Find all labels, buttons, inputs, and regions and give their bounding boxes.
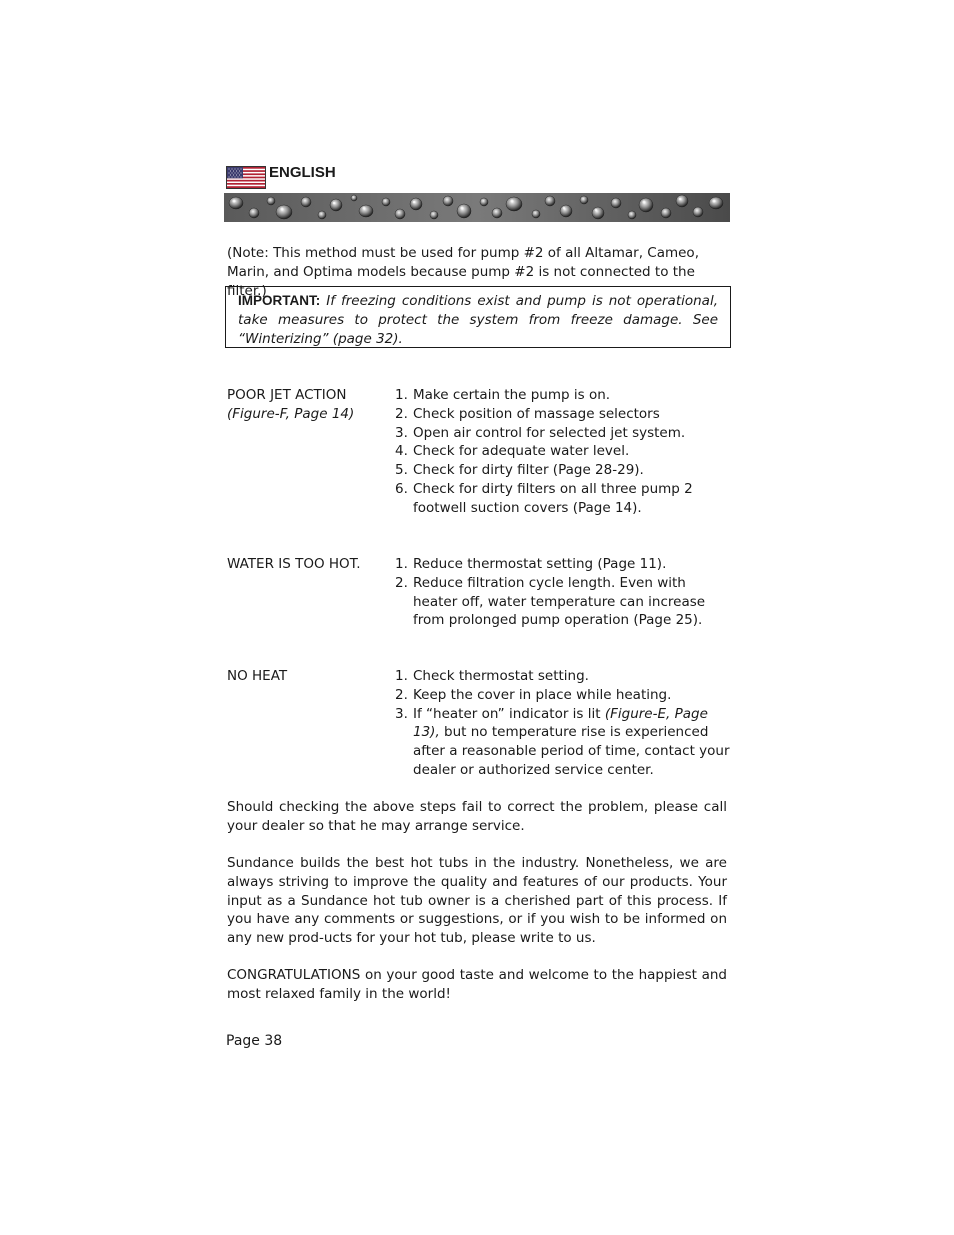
important-box: [225, 286, 731, 348]
step-number: 2.: [395, 574, 408, 591]
step-text: Check thermostat setting.: [413, 668, 589, 684]
step-text: Reduce filtration cycle length. Even with heater off, water temperature can increase from prolonged pump operation (Page 25).: [413, 574, 706, 629]
steps-too-hot: [395, 555, 730, 630]
step-number: 1.: [395, 387, 408, 403]
step-item: [395, 686, 730, 705]
step-number: 1.: [395, 556, 408, 572]
language-label: ENGLISH: [269, 164, 336, 181]
steps-no-heat: [395, 667, 730, 780]
step-item: [395, 461, 730, 480]
troubleshoot-title-too-hot: [227, 555, 361, 574]
important-text: [238, 292, 718, 348]
figure-reference: (Figure-E, Page 13),: [413, 705, 708, 741]
issue-title: POOR JET ACTION: [227, 387, 347, 403]
step-item: [395, 480, 730, 518]
issue-reference: (Figure-F, Page 14): [227, 405, 355, 422]
step-text: Make certain the pump is on.: [413, 387, 611, 403]
step-item: [395, 405, 730, 424]
step-item: [395, 555, 730, 574]
step-text: Reduce thermostat setting (Page 11).: [413, 556, 667, 572]
important-message: If freezing conditions exist and pump is not operational, take measures to protect the system from freeze damage. See “Winterizing” (page 32).: [238, 293, 718, 347]
important-label: IMPORTANT:: [238, 293, 321, 308]
step-text: If “heater on” indicator is lit: [413, 705, 605, 722]
issue-title: NO HEAT: [227, 668, 288, 684]
step-text: Check for dirty filters on all three pump 2 footwell suction covers (Page 14).: [413, 480, 693, 516]
step-text: Keep the cover in place while heating.: [413, 686, 672, 703]
step-item: [395, 442, 730, 461]
step-item: [395, 574, 730, 630]
step-number: 3.: [395, 705, 408, 722]
troubleshoot-title-poor-jet: [227, 386, 354, 424]
step-item: [395, 424, 730, 443]
step-number: 2.: [395, 686, 408, 703]
step-number: 5.: [395, 462, 408, 479]
step-number: 4.: [395, 443, 408, 460]
step-number: 6.: [395, 480, 408, 497]
step-text: Check for dirty filter (Page 28-29).: [413, 462, 644, 479]
step-number: 1.: [395, 668, 408, 684]
step-text-continued: but no temperature rise is experienced after a reasonable period of time, contact your dealer or authorized service center.: [413, 724, 730, 778]
step-number: 2.: [395, 405, 408, 422]
step-item: [395, 667, 730, 686]
troubleshoot-title-no-heat: [227, 667, 287, 686]
steps-poor-jet: [395, 386, 730, 518]
step-item: [395, 705, 730, 780]
step-text: Check position of massage selectors: [413, 405, 660, 422]
step-text: Check for adequate water level.: [413, 443, 630, 460]
closing-paragraph-service: Should checking the above steps fail to correct the problem, please call your dealer so that he may arrange service.: [227, 799, 727, 834]
step-item: [395, 386, 730, 405]
closing-paragraph-feedback: Sundance builds the best hot tubs in the industry. Nonetheless, we are always striving to improve the quality and features of our products. Your input as a Sundance hot tub owner is a cherished part of this process. If you have any comments or suggestions, or if you wish to be informed on any new prod-ucts for your hot tub, please write to us.: [227, 855, 727, 947]
step-text: Open air control for selected jet system.: [413, 424, 686, 441]
step-number: 3.: [395, 424, 408, 441]
water-droplets-banner: [224, 193, 730, 222]
pump-note: (Note: This method must be used for pump #2 of all Altamar, Cameo, Marin, and Optima models because pump #2 is not connected to the filter.): [227, 245, 699, 299]
us-flag-icon: [226, 166, 266, 189]
page-number: Page 38: [226, 1033, 283, 1049]
closing-paragraph-congratulations: CONGRATULATIONS on your good taste and welcome to the happiest and most relaxed family in the world!: [227, 967, 727, 1002]
issue-title: WATER IS TOO HOT.: [227, 556, 361, 572]
